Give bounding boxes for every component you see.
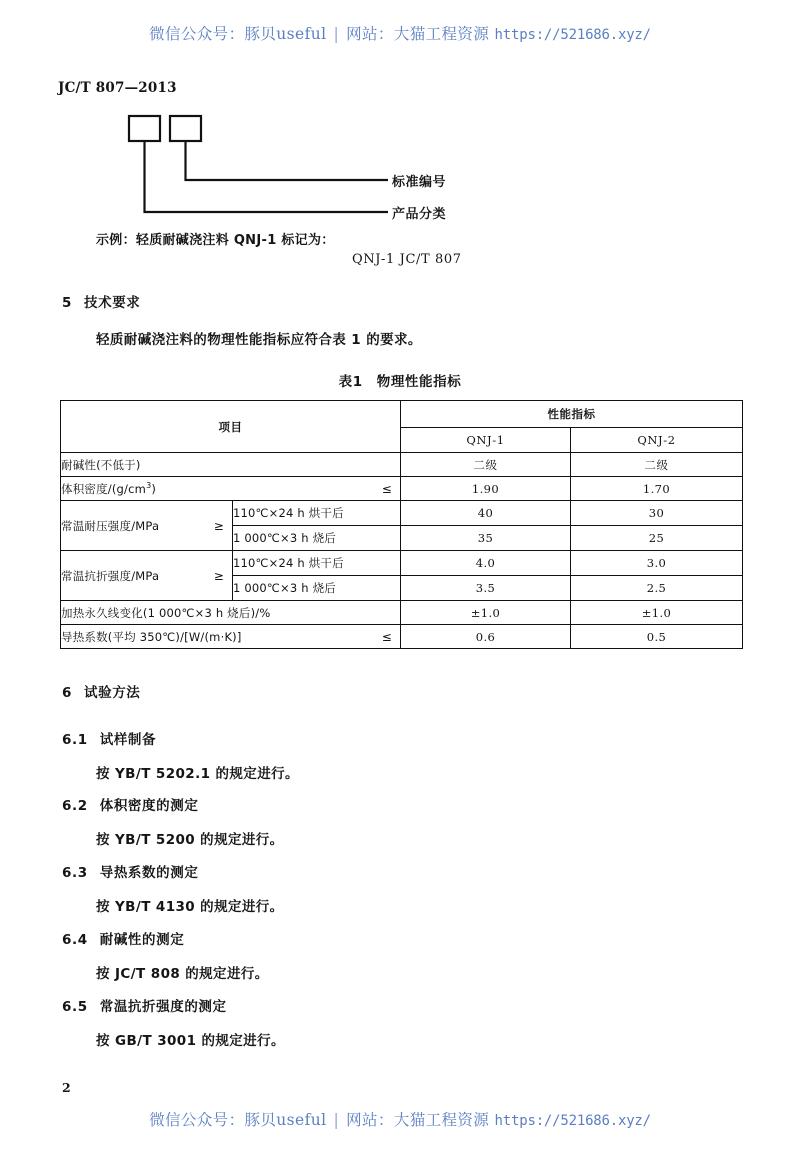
heading-clause-6-4	[62, 928, 184, 948]
watermark-separator: |	[333, 25, 340, 43]
row-value-qnj1: 二级	[401, 453, 571, 477]
table-row	[61, 477, 743, 501]
clause-6-4-title: 耐碱性的测定	[99, 932, 185, 948]
watermark-wechat-label: 微信公众号：	[149, 1111, 245, 1129]
clause-6-title: 试验方法	[84, 685, 141, 701]
diagram-label-standard-number: 标准编号	[392, 175, 447, 190]
watermark-separator: |	[333, 1111, 340, 1129]
clause-6-2-number: 6.2	[62, 798, 88, 814]
watermark-wechat-name: 豚贝useful	[244, 25, 327, 43]
row-value-qnj2: 1.70	[571, 477, 743, 501]
row-item-bulk-density: 体积密度$/(g/cm^3)$ ≤	[61, 477, 401, 501]
row-value-qnj2: 30	[571, 501, 743, 526]
row-value-qnj2: 二级	[571, 453, 743, 477]
clause-6-1-paragraph: 按 YB/T 5202.1 的规定进行。	[96, 766, 299, 782]
clause-6-5-number: 6.5	[62, 999, 88, 1015]
row-value-qnj1: 0.6	[401, 625, 571, 649]
clause-5-paragraph: 轻质耐碱浇注料的物理性能指标应符合表 1 的要求。	[96, 332, 422, 348]
row-item-alkali-resistance: 耐碱性(不低于)	[61, 453, 401, 477]
table-caption-number: 表1	[338, 374, 363, 390]
row-item-thermal-conductivity: 导热系数(平均 350℃)/[W/(m·K)] ≤	[61, 625, 401, 649]
clause-6-number: 6	[62, 685, 72, 701]
heading-clause-6-5	[62, 995, 227, 1015]
heading-clause-6	[62, 681, 140, 701]
example-intro-text: 示例：轻质耐碱浇注料 QNJ-1 标记为：	[96, 233, 335, 248]
clause-5-title: 技术要求	[84, 295, 141, 311]
clause-6-5-paragraph: 按 GB/T 3001 的规定进行。	[96, 1033, 285, 1049]
watermark-url: https://521686.xyz/	[494, 27, 651, 43]
table-header-item: 项目	[61, 401, 401, 453]
table-caption	[0, 370, 800, 390]
watermark-site-name: 大猫工程资源	[393, 1111, 490, 1129]
row-condition-dried: 110℃×24 h 烘干后	[233, 551, 401, 576]
standard-code-header: JC/T 807—2013	[58, 80, 177, 96]
heading-clause-5	[62, 291, 140, 311]
page-number: 2	[62, 1080, 71, 1095]
heading-clause-6-1	[62, 728, 156, 748]
table-row	[61, 551, 743, 576]
row-item-permanent-linear-change: 加热永久线变化(1 000℃×3 h 烧后)/%	[61, 601, 401, 625]
clause-6-3-title: 导热系数的测定	[99, 865, 199, 881]
row-value-qnj1: 35	[401, 526, 571, 551]
watermark-site-label: 网站：	[346, 25, 394, 43]
clause-6-3-paragraph: 按 YB/T 4130 的规定进行。	[96, 899, 284, 915]
diagram-leader-standard-number	[186, 141, 389, 180]
row-value-qnj1: 3.5	[401, 576, 571, 601]
clause-6-4-paragraph: 按 JC/T 808 的规定进行。	[96, 966, 269, 982]
row-condition-fired: 1 000℃×3 h 烧后	[233, 576, 401, 601]
diagram-label-product-class: 产品分类	[392, 207, 447, 222]
example-designation-mark: QNJ-1 JC/T 807	[352, 252, 462, 267]
diagram-leader-product-class	[145, 141, 389, 212]
clause-6-5-title: 常温抗折强度的测定	[99, 999, 227, 1015]
row-value-qnj2: 3.0	[571, 551, 743, 576]
row-condition-fired: 1 000℃×3 h 烧后	[233, 526, 401, 551]
clause-6-2-paragraph: 按 YB/T 5200 的规定进行。	[96, 832, 284, 848]
row-item-cold-crushing-strength: 常温耐压强度/MPa ≥	[61, 501, 233, 551]
physical-properties-table	[60, 400, 743, 649]
watermark-top	[0, 22, 800, 44]
row-value-qnj1: 40	[401, 501, 571, 526]
table-header-row-1	[61, 401, 743, 428]
row-value-qnj1: 4.0	[401, 551, 571, 576]
watermark-bottom	[0, 1108, 800, 1130]
table-header-model-qnj1: QNJ-1	[401, 428, 571, 453]
row-value-qnj1: 1.90	[401, 477, 571, 501]
table-row	[61, 453, 743, 477]
heading-clause-6-2	[62, 794, 198, 814]
watermark-site-name: 大猫工程资源	[393, 25, 490, 43]
table-row	[61, 625, 743, 649]
watermark-wechat-name: 豚贝useful	[244, 1111, 327, 1129]
clause-6-1-number: 6.1	[62, 732, 88, 748]
table-row	[61, 501, 743, 526]
watermark-site-label: 网站：	[346, 1111, 394, 1129]
watermark-url: https://521686.xyz/	[494, 1113, 651, 1129]
row-item-modulus-of-rupture: 常温抗折强度/MPa ≥	[61, 551, 233, 601]
diagram-box-product-class	[129, 116, 160, 141]
table-header-performance: 性能指标	[401, 401, 743, 428]
clause-5-number: 5	[62, 295, 72, 311]
row-value-qnj1: ±1.0	[401, 601, 571, 625]
table-caption-title: 物理性能指标	[376, 374, 462, 390]
row-value-qnj2: 0.5	[571, 625, 743, 649]
table-header-model-qnj2: QNJ-2	[571, 428, 743, 453]
clause-6-2-title: 体积密度的测定	[99, 798, 199, 814]
row-condition-dried: 110℃×24 h 烘干后	[233, 501, 401, 526]
clause-6-1-title: 试样制备	[99, 732, 157, 748]
heading-clause-6-3	[62, 861, 198, 881]
diagram-box-standard-number	[170, 116, 201, 141]
row-value-qnj2: ±1.0	[571, 601, 743, 625]
watermark-wechat-label: 微信公众号：	[149, 25, 245, 43]
row-value-qnj2: 2.5	[571, 576, 743, 601]
clause-6-4-number: 6.4	[62, 932, 88, 948]
row-value-qnj2: 25	[571, 526, 743, 551]
table-row	[61, 601, 743, 625]
clause-6-3-number: 6.3	[62, 865, 88, 881]
